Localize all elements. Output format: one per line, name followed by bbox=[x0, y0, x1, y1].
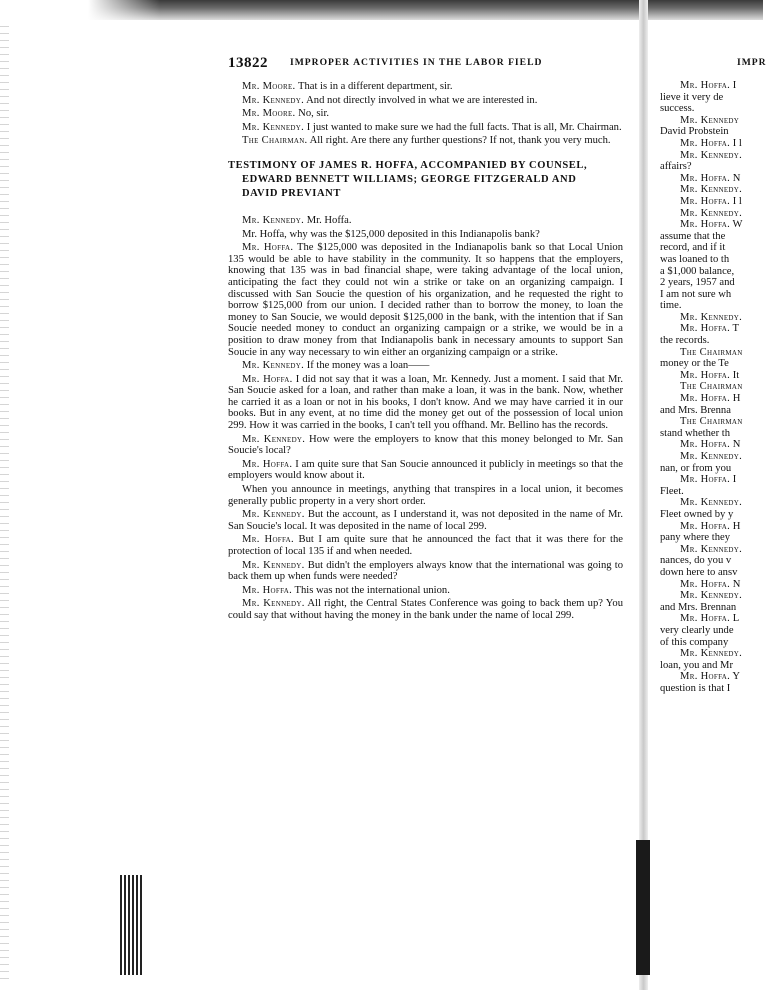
speech-text: No, sir. bbox=[295, 108, 330, 120]
speech-text: assume that the bbox=[660, 230, 726, 242]
right-column-line bbox=[660, 544, 770, 556]
dialogue-paragraph bbox=[228, 484, 623, 507]
right-column-line bbox=[660, 150, 770, 162]
speech-text: loan, you and Mr bbox=[660, 659, 733, 671]
right-column-line bbox=[660, 509, 770, 521]
right-column-line bbox=[660, 300, 770, 312]
speech-text: Fleet. bbox=[660, 485, 684, 497]
speech-text: pany where they bbox=[660, 532, 731, 544]
right-column-line bbox=[660, 323, 770, 335]
speech-text: money or the Te bbox=[660, 358, 729, 370]
speech-text: nances, do you v bbox=[660, 555, 732, 567]
speech-text: H bbox=[730, 393, 741, 405]
right-column-line bbox=[660, 370, 770, 382]
speaker-name: Mr. Kennedy. bbox=[242, 121, 305, 133]
speaker-name: Mr. Kennedy. bbox=[680, 497, 743, 509]
dialogue-paragraph bbox=[228, 360, 623, 372]
right-column-line bbox=[660, 486, 770, 498]
dialogue-paragraph bbox=[228, 434, 623, 457]
speech-text: But the account, as I understand it, was not deposited in the name of Mr. San Soucie's local. It was deposited in the name of local 299. bbox=[228, 509, 623, 532]
pre-testimony-dialogue bbox=[228, 81, 623, 147]
heading-line: TESTIMONY OF JAMES R. HOFFA, ACCOMPANIED BY COUNSEL, bbox=[228, 159, 588, 171]
speech-text: I just wanted to make sure we had the full facts. That is all, Mr. Chairman. bbox=[304, 121, 622, 133]
right-column-line bbox=[660, 103, 770, 115]
speech-text: All right. Are there any further questions? If not, thank you very much. bbox=[307, 135, 611, 147]
right-column-line bbox=[660, 416, 770, 428]
page-number: 13822 bbox=[228, 55, 268, 71]
speaker-name: Mr. Hoffa. bbox=[680, 613, 731, 625]
right-column-line bbox=[660, 115, 770, 127]
dialogue-paragraph bbox=[228, 81, 623, 93]
speaker-name: Mr. Hoffa. bbox=[242, 458, 293, 470]
right-column-line bbox=[660, 567, 770, 579]
speech-text: down here to ansv bbox=[660, 566, 738, 578]
right-column-line bbox=[660, 405, 770, 417]
speech-text: This was not the international union. bbox=[292, 584, 450, 596]
heading-line: DAVID PREVIANT bbox=[242, 187, 341, 199]
right-column-line bbox=[660, 648, 770, 660]
right-column-line bbox=[660, 660, 770, 672]
speaker-name: Mr. Hoffa. bbox=[680, 393, 731, 405]
scan-shadow-top bbox=[0, 0, 763, 20]
speech-text: I am not sure wh bbox=[660, 288, 732, 300]
speaker-name: The Chairman bbox=[680, 416, 743, 428]
right-column-line bbox=[660, 579, 770, 591]
speech-text: stand whether th bbox=[660, 427, 731, 439]
speech-text: Y bbox=[730, 671, 740, 683]
right-page-column bbox=[660, 80, 770, 694]
right-column-line bbox=[660, 126, 770, 138]
speaker-name: Mr. Hoffa. bbox=[680, 439, 731, 451]
speaker-name: Mr. Kennedy. bbox=[680, 451, 743, 462]
speech-text: H bbox=[730, 520, 741, 532]
speech-text: How were the employers to know that this money belonged to Mr. San Soucie's local? bbox=[228, 433, 623, 457]
right-column-line bbox=[660, 555, 770, 567]
speech-text: very clearly unde bbox=[660, 624, 734, 636]
right-column-line bbox=[660, 521, 770, 533]
scan-edge-left bbox=[0, 20, 9, 980]
speaker-name: Mr. Hoffa. bbox=[680, 323, 731, 335]
speech-text: I l bbox=[730, 137, 742, 149]
dialogue-paragraph bbox=[228, 374, 623, 432]
dialogue-paragraph bbox=[228, 459, 623, 482]
speaker-name: Mr. Hoffa. bbox=[680, 671, 731, 683]
speaker-name: Mr. Kennedy bbox=[680, 114, 740, 126]
right-column-line bbox=[660, 497, 770, 509]
speaker-name: Mr. Hoffa. bbox=[680, 369, 731, 381]
speaker-name: Mr. Moore. bbox=[242, 108, 296, 120]
right-column-line bbox=[660, 289, 770, 301]
speech-text: The $125,000 was deposited in the Indianapolis bank so that Local Union 135 would be able to have stability in the community. It so happens that the employers, knowing that 135 was in bad financial shape, were taking advantage of the local union, anticipating the fact they could not win a strike or take on an organizing campaign. I discussed with San Soucie the question of his organization, and he requested the right to borrow $125,000 from our union. I decided rather than to borrow the money, to loan the money to San Soucie, we would deposit $125,000 in the bank, with the intention that if San Soucie needed money to conduct an organizing campaign or a strike, we would be in a position to draw money from that Indianapolis bank in necessary amounts to support San Soucie in any way necessary to win either an organizing campaign or a strike. bbox=[228, 242, 623, 358]
right-column-line bbox=[660, 625, 770, 637]
speaker-name: Mr. Kennedy. bbox=[680, 648, 743, 660]
speech-text: Mr. Hoffa. bbox=[304, 214, 352, 226]
speech-text: 2 years, 1957 and bbox=[660, 277, 735, 289]
dialogue-paragraph bbox=[228, 95, 623, 107]
speech-text: Fleet owned by y bbox=[660, 508, 734, 520]
speech-text: lieve it very de bbox=[660, 91, 724, 103]
right-column-line bbox=[660, 451, 770, 463]
right-column-line bbox=[660, 231, 770, 243]
speech-text: a $1,000 balance, bbox=[660, 265, 735, 277]
speech-text: I bbox=[730, 474, 737, 486]
right-column-line bbox=[660, 173, 770, 185]
speaker-name: Mr. Kennedy. bbox=[242, 94, 305, 106]
speaker-name: Mr. Kennedy. bbox=[680, 207, 743, 219]
speaker-name: Mr. Hoffa. bbox=[680, 219, 731, 231]
speech-text: N bbox=[730, 439, 741, 451]
speaker-name: Mr. Hoffa. bbox=[680, 474, 731, 486]
speech-text: and Mrs. Brennan bbox=[660, 601, 737, 613]
right-column-line bbox=[660, 393, 770, 405]
speaker-name: Mr. Hoffa. bbox=[680, 578, 731, 590]
speech-text: That is in a different department, sir. bbox=[295, 81, 453, 92]
speech-text: of this company bbox=[660, 636, 729, 648]
dialogue-paragraph bbox=[228, 108, 623, 120]
right-column-line bbox=[660, 208, 770, 220]
speech-text: N bbox=[730, 578, 741, 590]
right-column-line bbox=[660, 138, 770, 150]
speech-text: affairs? bbox=[660, 161, 692, 173]
running-title: IMPROPER ACTIVITIES IN THE LABOR FIELD bbox=[290, 57, 543, 68]
right-column-line bbox=[660, 347, 770, 359]
speaker-name: The Chairman bbox=[680, 346, 743, 358]
right-column-line bbox=[660, 683, 770, 695]
right-page-running-title: IMPR bbox=[737, 57, 767, 68]
speech-text: If the money was a loan—— bbox=[304, 360, 430, 372]
speaker-name: Mr. Kennedy. bbox=[680, 311, 743, 323]
speech-text: David Probstein bbox=[660, 126, 729, 138]
speech-text: time. bbox=[660, 300, 682, 312]
speaker-name: Mr. Hoffa. bbox=[680, 520, 731, 532]
right-column-line bbox=[660, 602, 770, 614]
right-column-line bbox=[660, 184, 770, 196]
speaker-name: Mr. Hoffa. bbox=[242, 373, 293, 385]
right-column-line bbox=[660, 277, 770, 289]
speech-text: W bbox=[730, 219, 743, 231]
speech-text: success. bbox=[660, 103, 695, 115]
testimony-dialogue bbox=[228, 215, 623, 622]
speech-text: All right, the Central States Conference was going to back them up? You could say that without having the money in the bank under the name of local 299. bbox=[228, 598, 623, 621]
speaker-name: Mr. Hoffa. bbox=[242, 584, 293, 596]
speaker-name: Mr. Kennedy. bbox=[242, 559, 305, 571]
right-column-line bbox=[660, 312, 770, 324]
right-column-line bbox=[660, 671, 770, 683]
speech-text: nan, or from you bbox=[660, 462, 732, 474]
main-text-column bbox=[228, 81, 623, 622]
right-column-line bbox=[660, 381, 770, 393]
right-column-line bbox=[660, 532, 770, 544]
speech-text: When you announce in meetings, anything that transpires in a local union, it becomes generally public property in a very short order. bbox=[228, 484, 623, 507]
speaker-name: Mr. Kennedy. bbox=[242, 509, 305, 521]
speech-text: I l bbox=[730, 195, 742, 207]
right-column-line bbox=[660, 242, 770, 254]
right-column-line bbox=[660, 80, 770, 92]
speech-text: But didn't the employers always know that the international was going to back them up when funds were needed? bbox=[228, 559, 623, 583]
speech-text: N bbox=[730, 172, 741, 184]
heading-line: EDWARD BENNETT WILLIAMS; GEORGE FITZGERALD AND bbox=[242, 173, 577, 185]
dialogue-paragraph bbox=[228, 229, 623, 241]
speech-text: I bbox=[730, 80, 737, 91]
speech-text: It bbox=[730, 369, 740, 381]
speaker-name: Mr. Kennedy. bbox=[242, 214, 305, 226]
dialogue-paragraph bbox=[228, 534, 623, 557]
right-column-line bbox=[660, 335, 770, 347]
speaker-name: Mr. Hoffa. bbox=[242, 534, 294, 546]
right-column-line bbox=[660, 439, 770, 451]
page-header bbox=[228, 55, 623, 71]
right-column-line bbox=[660, 358, 770, 370]
dialogue-paragraph bbox=[228, 135, 623, 147]
dialogue-paragraph bbox=[228, 585, 623, 597]
speech-text: T bbox=[730, 323, 739, 335]
right-column-line bbox=[660, 254, 770, 266]
dialogue-paragraph bbox=[228, 598, 623, 621]
speaker-name: Mr. Hoffa. bbox=[680, 137, 731, 149]
speaker-name: Mr. Kennedy. bbox=[680, 149, 743, 161]
dialogue-paragraph bbox=[228, 242, 623, 358]
speech-text: I am quite sure that San Soucie announced it publicly in meetings so that the employers would know about it. bbox=[228, 458, 624, 482]
speaker-name: The Chairman. bbox=[242, 135, 308, 147]
speech-text: record, and if it bbox=[660, 242, 726, 254]
dialogue-paragraph bbox=[228, 509, 623, 532]
speech-text: Mr. Hoffa, why was the $125,000 deposited in this Indianapolis bank? bbox=[242, 228, 540, 240]
right-column-line bbox=[660, 266, 770, 278]
speaker-name: Mr. Hoffa. bbox=[680, 195, 731, 207]
speaker-name: Mr. Kennedy. bbox=[242, 433, 306, 445]
right-column-line bbox=[660, 590, 770, 602]
speaker-name: Mr. Hoffa. bbox=[680, 80, 731, 91]
testimony-heading bbox=[228, 159, 623, 201]
speaker-name: Mr. Kennedy. bbox=[680, 184, 743, 196]
speaker-name: Mr. Moore. bbox=[242, 81, 296, 92]
right-column-line bbox=[660, 161, 770, 173]
speech-text: and Mrs. Brenna bbox=[660, 404, 731, 416]
right-column-line bbox=[660, 637, 770, 649]
speech-text: was loaned to th bbox=[660, 253, 730, 265]
speaker-name: The Chairman bbox=[680, 381, 743, 393]
dialogue-paragraph bbox=[228, 560, 623, 583]
speech-text: And not directly involved in what we are interested in. bbox=[304, 94, 538, 106]
speaker-name: Mr. Kennedy. bbox=[680, 543, 743, 555]
right-column-line bbox=[660, 474, 770, 486]
right-column-line bbox=[660, 92, 770, 104]
right-column-line bbox=[660, 428, 770, 440]
speech-text: I did not say that it was a loan, Mr. Kennedy. Just a moment. I said that Mr. San Soucie asked for a loan, and rather than make a loan, it was in the bank. Now, whether he carried it as a loan or not in his books, I don't know. And we may have carried it in our books. But in any event, at no time did the money get out of the possession of local union 299. How it was carried in the books, I can't tell you offhand. Mr. Bellino has the records. bbox=[228, 373, 623, 432]
speaker-name: Mr. Kennedy. bbox=[242, 598, 305, 610]
speech-text: the records. bbox=[660, 335, 710, 347]
right-column-line bbox=[660, 463, 770, 475]
speaker-name: Mr. Hoffa. bbox=[242, 242, 294, 254]
speech-text: question is that I bbox=[660, 682, 731, 694]
scan-artifact-left bbox=[120, 875, 144, 975]
right-column-line bbox=[660, 219, 770, 231]
speaker-name: Mr. Hoffa. bbox=[680, 172, 731, 184]
scan-artifact-right bbox=[636, 840, 650, 975]
dialogue-paragraph bbox=[228, 122, 623, 134]
speech-text: L bbox=[730, 613, 740, 625]
speaker-name: Mr. Kennedy. bbox=[680, 590, 743, 602]
right-column-line bbox=[660, 196, 770, 208]
speech-text: But I am quite sure that he announced the fact that it was there for the protection of local 135 if and when needed. bbox=[228, 534, 623, 557]
right-column-line bbox=[660, 613, 770, 625]
speaker-name: Mr. Kennedy. bbox=[242, 360, 305, 372]
dialogue-paragraph bbox=[228, 215, 623, 227]
